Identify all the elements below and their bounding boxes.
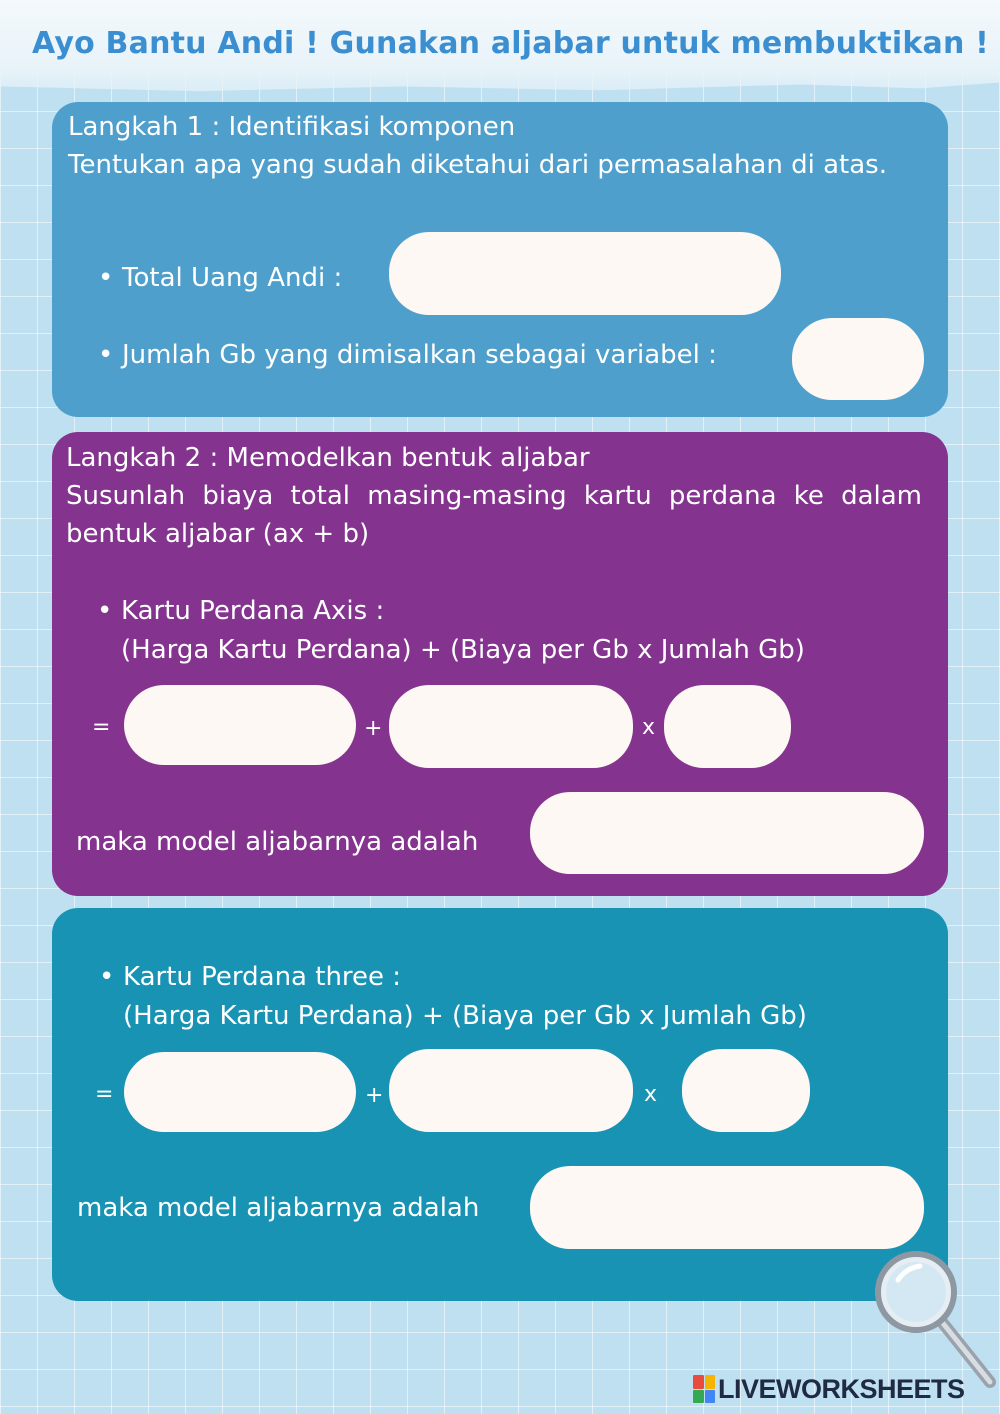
three-model-input[interactable] [530, 1166, 924, 1249]
three-equals-sign: = [95, 1082, 114, 1107]
axis-card-label: • Kartu Perdana Axis : [121, 592, 384, 630]
three-gb-amount-input[interactable] [682, 1049, 810, 1132]
axis-times-sign: x [642, 715, 656, 740]
axis-card-price-input[interactable] [124, 685, 356, 765]
axis-model-input[interactable] [530, 792, 924, 874]
step1-panel [52, 102, 948, 417]
step2-heading: Langkah 2 : Memodelkan bentuk aljabar [66, 443, 590, 473]
step2-panel [52, 432, 948, 896]
three-card-price-input[interactable] [124, 1052, 356, 1132]
three-times-sign: x [644, 1082, 658, 1107]
variable-label: • Jumlah Gb yang dimisalkan sebagai variabel : [122, 336, 717, 374]
axis-model-label: maka model aljabarnya adalah [76, 827, 479, 857]
logo-text: LIVEWORKSHEETS [718, 1373, 965, 1404]
step2-instruction: Susunlah biaya total masing-masing kartu perdana ke dalam bentuk aljabar (ax + b) [66, 481, 922, 549]
step1-instruction: Tentukan apa yang sudah diketahui dari permasalahan di atas. [68, 150, 887, 180]
step3-panel [52, 908, 948, 1301]
three-plus-sign: + [365, 1083, 384, 1108]
variable-input[interactable] [792, 318, 924, 400]
three-model-label: maka model aljabarnya adalah [77, 1193, 480, 1223]
axis-equals-sign: = [92, 715, 111, 740]
step1-heading: Langkah 1 : Identifikasi komponen [68, 112, 516, 142]
magnifier-icon [872, 1250, 1000, 1390]
axis-gb-amount-input[interactable] [664, 685, 791, 768]
axis-formula: (Harga Kartu Perdana) + (Biaya per Gb x Jumlah Gb) [121, 635, 805, 665]
axis-cost-per-gb-input[interactable] [389, 685, 633, 768]
total-money-label: • Total Uang Andi : [122, 259, 342, 297]
three-cost-per-gb-input[interactable] [389, 1049, 633, 1132]
liveworksheets-logo [693, 1372, 965, 1406]
three-formula: (Harga Kartu Perdana) + (Biaya per Gb x Jumlah Gb) [123, 1001, 807, 1031]
logo-mark-icon [693, 1375, 715, 1403]
axis-plus-sign: + [364, 716, 383, 741]
total-money-input[interactable] [389, 232, 781, 315]
three-card-label: • Kartu Perdana three : [123, 958, 401, 996]
page-title: Ayo Bantu Andi ! Gunakan aljabar untuk membuktikan ! [32, 26, 990, 61]
